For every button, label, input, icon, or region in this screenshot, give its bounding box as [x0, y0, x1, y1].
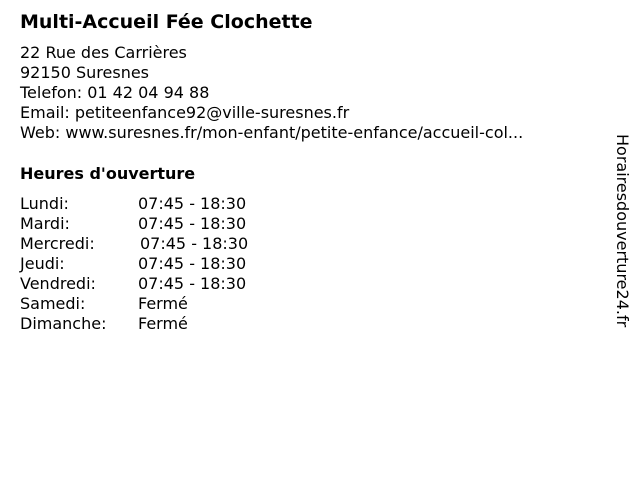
- phone-number: Telefon: 01 42 04 94 88: [20, 83, 210, 102]
- day-label: Mardi:: [20, 214, 70, 233]
- business-title: Multi-Accueil Fée Clochette: [20, 11, 313, 33]
- email-address: Email: petiteenfance92@ville-suresnes.fr: [20, 103, 350, 122]
- opening-hours-heading: Heures d'ouverture: [20, 164, 196, 183]
- day-hours: 07:45 - 18:30: [138, 194, 247, 213]
- day-label: Jeudi:: [20, 254, 65, 273]
- address-block: [20, 43, 523, 143]
- city-postcode: 92150 Suresnes: [20, 63, 150, 82]
- day-label: Mercredi:: [20, 234, 95, 253]
- day-hours: 07:45 - 18:30: [138, 254, 247, 273]
- website-url: Web: www.suresnes.fr/mon-enfant/petite-enfance/accueil-col...: [20, 123, 524, 142]
- day-hours: Fermé: [138, 294, 188, 313]
- watermark-container: [612, 134, 632, 374]
- day-label: Vendredi:: [20, 274, 96, 293]
- day-label: Dimanche:: [20, 314, 107, 333]
- day-hours: 07:45 - 18:30: [140, 234, 249, 253]
- day-hours: Fermé: [138, 314, 188, 333]
- site-watermark: Horairesdouverture24.fr: [613, 134, 632, 328]
- day-label: Samedi:: [20, 294, 86, 313]
- street-address: 22 Rue des Carrières: [20, 43, 187, 62]
- day-hours: 07:45 - 18:30: [138, 214, 247, 233]
- day-label: Lundi:: [20, 194, 69, 213]
- day-hours: 07:45 - 18:30: [138, 274, 247, 293]
